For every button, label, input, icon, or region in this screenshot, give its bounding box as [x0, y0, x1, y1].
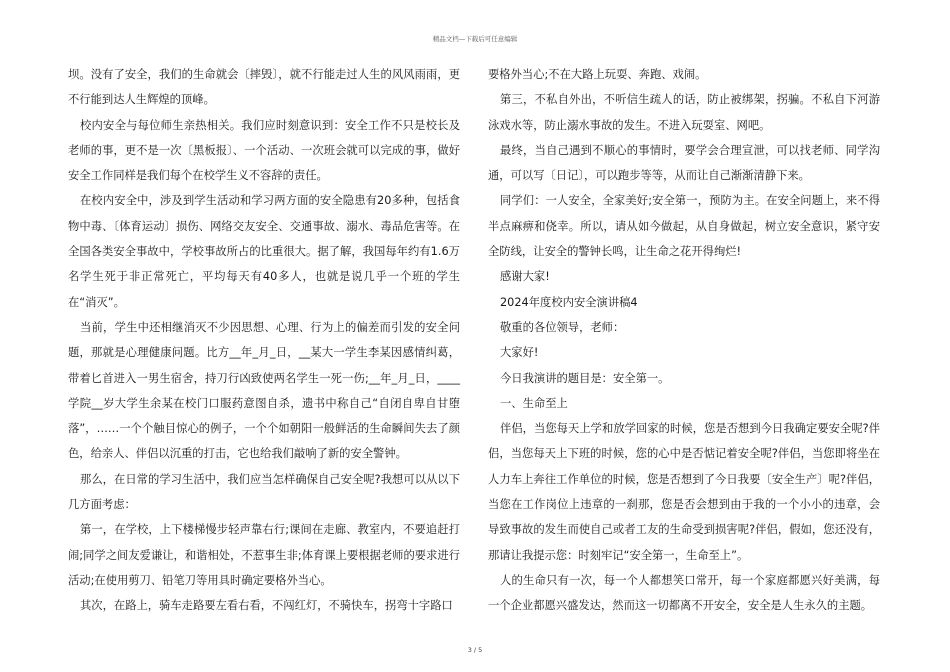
paragraph: 今日我演讲的题目是：安全第一。 — [500, 371, 670, 385]
paragraph: 其次，在路上，骑车走路要左看右看，不闯红灯，不骑快车，拐弯十字路口 — [80, 599, 453, 613]
paragraph: 校内安全与每位师生亲热相关。我们应时刻意识到：安全工作不只是校长及老师的事，更不是一次〔黑板报〕、一个活动、一次班会就可以完成的事，做好安全工作同样是我们每个在校学生义不容辞的责任。 — [68, 118, 460, 183]
paragraph: 伴侣，当您每天上学和放学回家的时候，您是否想到今日我确定要安全呢?伴侣，当您每天上下班的时候，您的心中是否惦记着安全呢?伴侣，当您即将坐在人力车上奔往工作单位的时候，您是否想到了今日我要〔安全生产〕呢?伴侣，当您在工作岗位上违章的一刹那，您是否会想到由于我的一个小小的违章，会导致事故的发生而使自己或者工友的生命受到损害呢?伴侣，假如，您还没有，那请让我提示您：时刻牢记“安全第一，生命至上”。 — [488, 422, 880, 562]
page-number: 3 / 5 — [467, 646, 483, 654]
paragraph: 感谢大家! — [500, 270, 550, 284]
paragraph: 同学们：一人安全，全家美好;安全第一，预防为主。在安全问题上，来不得半点麻痹和侥幸。所以，请从如今做起，从自身做起，树立安全意识，紧守安全防线，让安全的警钟长鸣，让生命之花开得绚烂! — [488, 194, 880, 259]
paragraph: 坝。没有了安全，我们的生命就会〔摔毁〕，就不行能走过人生的风风雨雨，更不行能到达人生辉煌的顶峰。 — [68, 68, 460, 107]
paragraph: 人的生命只有一次，每一个人都想笑口常开，每一个家庭都愿兴好美满，每一个企业都愿兴盛发达，然而这一切都离不开安全，安全是人生永久的主题。 — [488, 573, 880, 613]
paragraph: 2024年度校内安全演讲稿4 — [500, 295, 638, 309]
paragraph: 在校内安全中，涉及到学生活动和学习两方面的安全隐患有20多种，包括食物中毒、〔体育运动〕损伤、网络交友安全、交通事故、溺水、毒品危害等。在全国各类安全事故中，学校事故所占的比重很大。据了解，我国每年约有1.6万名学生死于非正常死亡，平均每天有40多人，也就是说几乎一个班的学生在“消灭”。 — [68, 194, 460, 309]
paragraph: 要格外当心;不在大路上玩耍、奔跑、戏闹。 — [488, 68, 707, 81]
right-column — [488, 62, 880, 619]
paragraph: 大家好! — [500, 346, 539, 360]
paragraph: 最终，当自己遇到不顺心的事情时，要学会合理宣泄，可以找老师、同学沟通，可以写〔日记〕，可以跑步等等，从而让自己渐渐清静下来。 — [488, 143, 880, 183]
paragraph: 第三，不私自外出，不听信生疏人的话，防止被绑架，拐骗。不私自下河游泳戏水等，防止溺水事故的发生。不进入玩耍室、网吧。 — [488, 93, 880, 132]
paragraph: 那么，在日常的学习生活中，我们应当怎样确保自己安全呢?我想可以从以下几方面考虑： — [68, 472, 460, 512]
left-column — [68, 62, 460, 619]
paragraph: 一、生命至上 — [500, 396, 568, 410]
page-header: 精品文档—下载后可任意编辑 — [432, 35, 518, 43]
paragraph: 第一，在学校，上下楼梯慢步轻声靠右行;课间在走廊、教室内，不要追赶打闹;同学之间友爱谦让，和谐相处，不惹事生非;体育课上要根据老师的要求进行活动;在使用剪刀、铅笔刀等用具时确定要格外当心。 — [68, 523, 460, 587]
paragraph: 敬重的各位领导，老师： — [500, 320, 625, 334]
paragraph: 当前，学生中还相继消灭不少因思想、心理、行为上的偏差而引发的安全问题，那就是心理健康问题。比方__年_月_日，__某大一学生李某因感情纠葛，带着匕首进入一男生宿舍，持刀行凶致使两名学生一死一伤;__年_月_日，____学院__岁大学生余某在校门口服药意图自杀，遗书中称自己“自闭自卑自甘堕落”，……一个个触目惊心的例子，一个个如朝阳一般鲜活的生命瞬间失去了颜色，给亲人、伴侣以沉重的打击，它也给我们敲响了新的安全警钟。 — [68, 320, 460, 461]
